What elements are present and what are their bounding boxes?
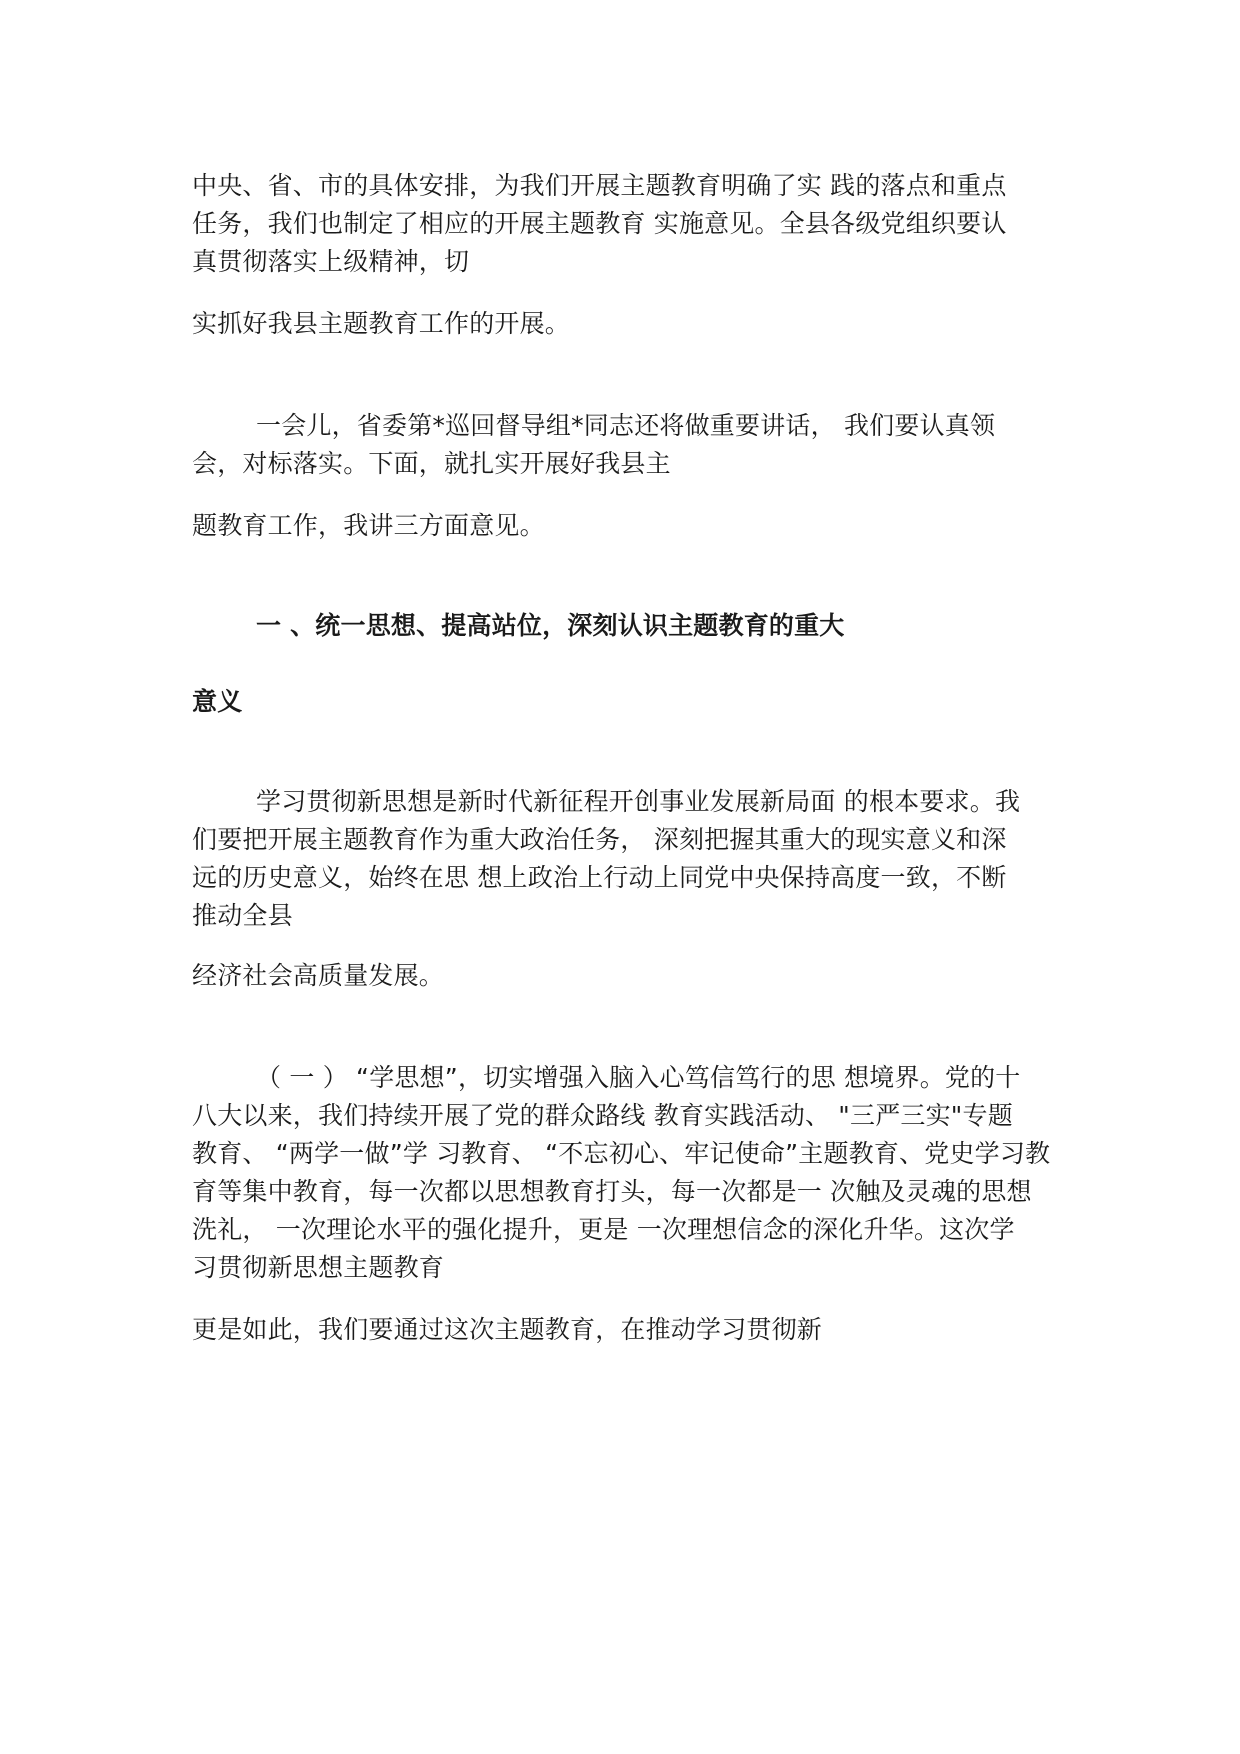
paragraph-3-tail: 经济社会高质量发展。 bbox=[192, 961, 445, 990]
paragraph-3-line-3: 远的历史意义，始终在思 想上政治上行动上同党中央保持高度一致，不断 bbox=[192, 863, 1007, 892]
paragraph-1-line-2: 任务，我们也制定了相应的开展主题教育 实施意见。全县各级党组织要认 bbox=[192, 209, 1007, 238]
paragraph-2-line-1: 一会儿，省委第*巡回督导组*同志还将做重要讲话， 我们要认真领 bbox=[256, 411, 996, 440]
paragraph-4-line-3: 教育、 “两学一做”学 习教育、 “不忘初心、牢记使命”主题教育、党史学习教 bbox=[192, 1139, 1051, 1168]
paragraph-4-tail: 更是如此，我们要通过这次主题教育，在推动学习贯彻新 bbox=[192, 1315, 823, 1344]
section-heading-line-2: 意义 bbox=[192, 687, 243, 716]
paragraph-2-line-2: 会，对标落实。下面，就扎实开展好我县主 bbox=[192, 449, 671, 478]
paragraph-3-line-1: 学习贯彻新思想是新时代新征程开创事业发展新局面 的根本要求。我 bbox=[256, 787, 1021, 816]
paragraph-1-tail: 实抓好我县主题教育工作的开展。 bbox=[192, 309, 571, 338]
paragraph-3-line-2: 们要把开展主题教育作为重大政治任务， 深刻把握其重大的现实意义和深 bbox=[192, 825, 1007, 854]
paragraph-2-tail: 题教育工作，我讲三方面意见。 bbox=[192, 511, 545, 540]
paragraph-1-line-3: 真贯彻落实上级精神，切 bbox=[192, 247, 470, 276]
paragraph-4-line-1: （ 一 ） “学思想”，切实增强入脑入心笃信笃行的思 想境界。党的十 bbox=[256, 1063, 1021, 1092]
paragraph-4-line-6: 习贯彻新思想主题教育 bbox=[192, 1253, 445, 1282]
paragraph-3-line-4: 推动全县 bbox=[192, 901, 293, 930]
paragraph-4-line-2: 八大以来，我们持续开展了党的群众路线 教育实践活动、 "三严三实"专题 bbox=[192, 1101, 1013, 1130]
section-heading-line-1: 一 、统一思想、提高站位，深刻认识主题教育的重大 bbox=[256, 611, 845, 640]
paragraph-1-line-1: 中央、省、市的具体安排，为我们开展主题教育明确了实 践的落点和重点 bbox=[192, 171, 1007, 200]
paragraph-4-line-5: 洗礼， 一次理论水平的强化提升，更是 一次理想信念的深化升华。这次学 bbox=[192, 1215, 1015, 1244]
paragraph-4-line-4: 育等集中教育，每一次都以思想教育打头，每一次都是一 次触及灵魂的思想 bbox=[192, 1177, 1032, 1206]
